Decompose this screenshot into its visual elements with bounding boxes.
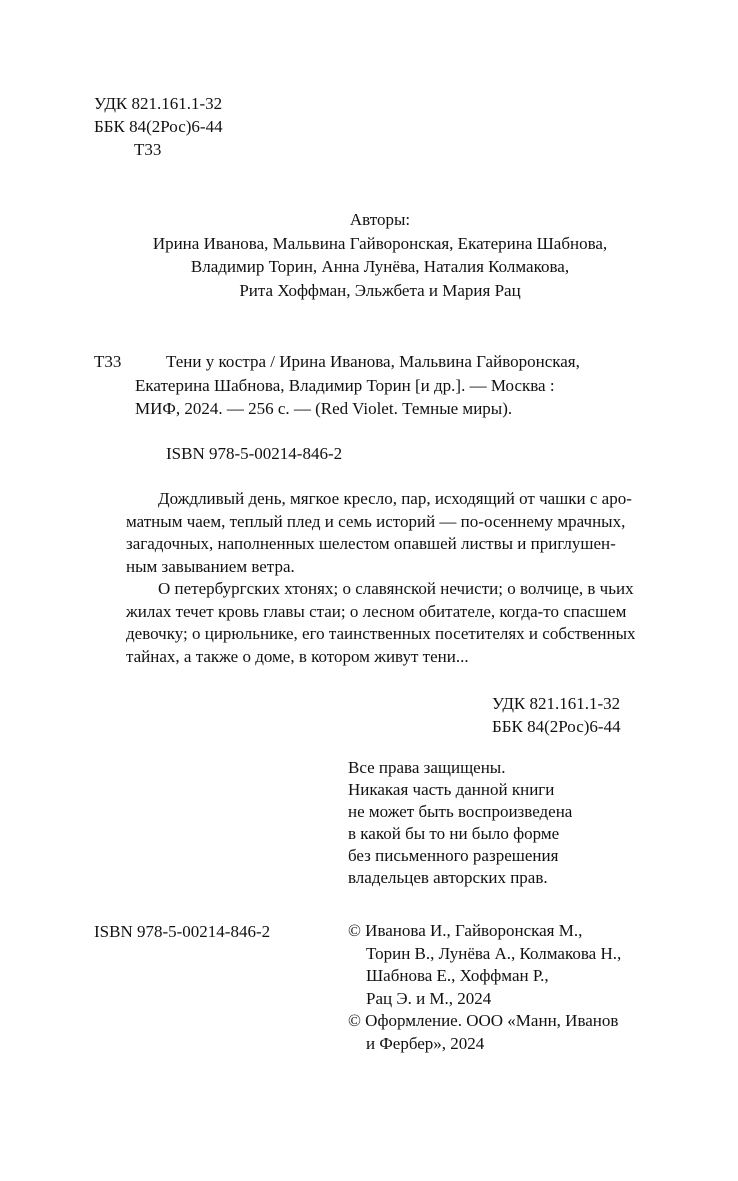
rights-line: в какой бы то ни было форме — [348, 824, 560, 843]
authors-block — [60, 208, 700, 302]
bibliographic-line: Тени у костра / Ирина Иванова, Мальвина Гайворонская, — [166, 352, 580, 371]
copyright-line: Шабнова Е., Хоффман Р., — [366, 966, 549, 985]
annotation-line: жилах течет кровь главы стаи; о лесном обитателе, когда-то спасшем — [126, 601, 627, 621]
annotation-line: тайнах, а также о доме, в котором живут тени... — [126, 646, 469, 666]
rights-line: владельцев авторских прав. — [348, 868, 548, 887]
isbn-footer: ISBN 978-5-00214-846-2 — [94, 922, 271, 941]
rights-notice — [348, 757, 572, 889]
authors-line: Ирина Иванова, Мальвина Гайворонская, Екатерина Шабнова, — [152, 233, 608, 253]
annotation-block — [126, 488, 646, 668]
bibliographic-line: МИФ, 2024. — 256 с. — (Red Violet. Темные миры). — [135, 399, 513, 418]
copyright-line: Рац Э. и М., 2024 — [366, 988, 492, 1008]
annotation-line: ным завыванием ветра. — [126, 556, 295, 576]
annotation-line: девочку; о цирюльнике, его таинственных посетителях и собственных — [126, 624, 636, 643]
copyright-line: © Иванова И., Гайворонская М., — [348, 921, 583, 940]
copyright-line: и Фербер», 2024 — [366, 1033, 485, 1053]
rights-line: Никакая часть данной книги — [348, 780, 555, 799]
rights-line: Все права защищены. — [348, 758, 506, 777]
copyright-block — [348, 920, 621, 1055]
rights-line: не может быть воспроизведена — [348, 802, 573, 821]
authors-heading: Авторы: — [349, 210, 411, 229]
udk-code: УДК 821.161.1-32 — [94, 94, 223, 113]
annotation-line: О петербургских хтонях; о славянской нечисти; о волчице, в чьих — [158, 579, 634, 598]
isbn-number: ISBN 978-5-00214-846-2 — [166, 444, 343, 463]
authors-line: Рита Хоффман, Эльжбета и Мария Рац — [239, 280, 521, 300]
classification-repeat-block — [492, 692, 621, 738]
copyright-line: Торин В., Лунёва А., Колмакова Н., — [366, 943, 622, 963]
bbk-code: ББК 84(2Рос)6-44 — [94, 117, 223, 136]
author-mark: Т33 — [134, 140, 162, 159]
annotation-line: загадочных, наполненных шелестом опавшей листвы и приглушен- — [126, 534, 616, 553]
annotation-line: матным чаем, теплый плед и семь историй — по-осеннему мрачных, — [126, 511, 626, 531]
authors-line: Владимир Торин, Анна Лунёва, Наталия Колмакова, — [190, 257, 570, 276]
annotation-line: Дождливый день, мягкое кресло, пар, исходящий от чашки с аро- — [158, 489, 632, 508]
classification-block — [94, 92, 223, 161]
bibliographic-entry — [135, 350, 646, 421]
rights-line: без письменного разрешения — [348, 846, 559, 865]
bibliographic-line: Екатерина Шабнова, Владимир Торин [и др.]. — Москва : — [135, 375, 555, 395]
bibliographic-author-mark: Т33 — [94, 352, 122, 371]
udk-code: УДК 821.161.1-32 — [492, 694, 621, 713]
bbk-code: ББК 84(2Рос)6-44 — [492, 717, 621, 736]
copyright-line: © Оформление. ООО «Манн, Иванов — [348, 1011, 619, 1030]
